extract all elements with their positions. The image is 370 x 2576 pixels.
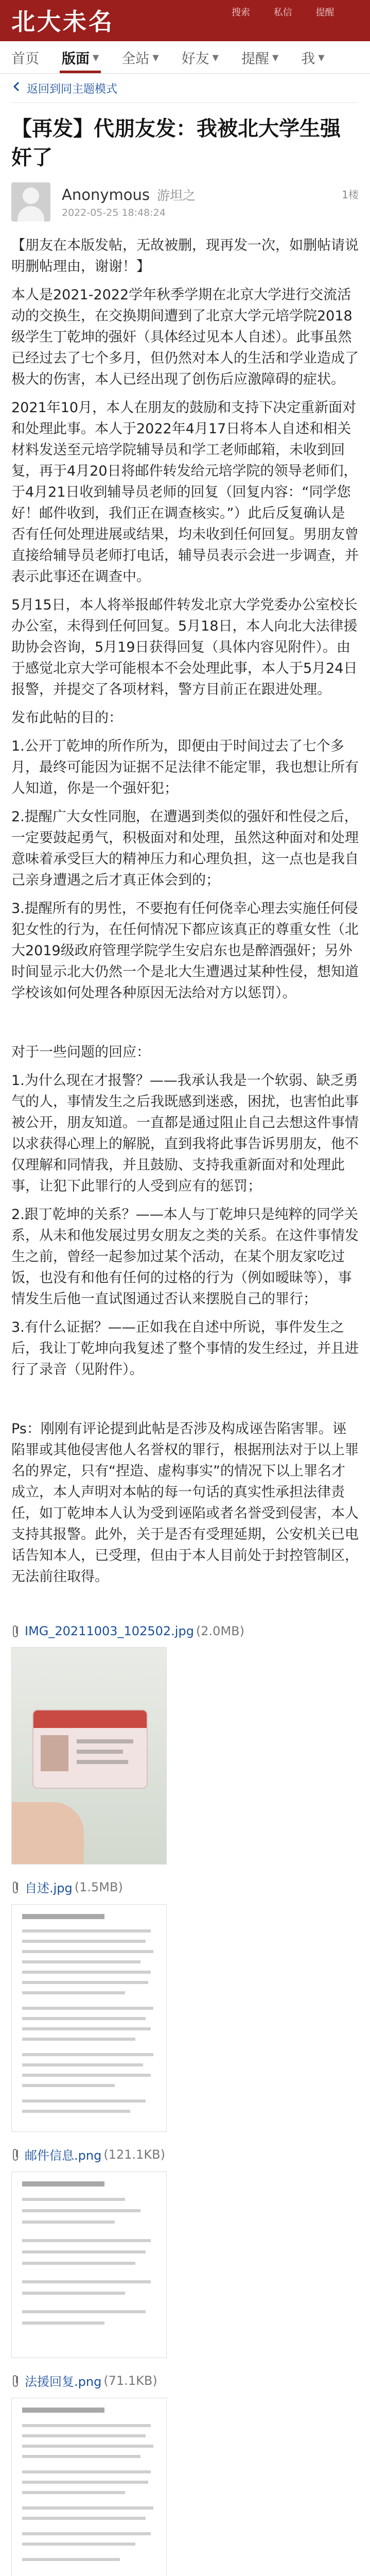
post-paragraph: 1.公开丁乾坤的所作所为，即便由于时间过去了七个多月，最终可能因为证据不足法律不能定罪，我也想让所有人知道，你是一个强奸犯； [11,738,359,796]
paperclip-icon [11,1879,21,1895]
main-content [0,74,370,2576]
top-header [0,0,370,41]
attachment-link[interactable] [11,1623,359,1639]
chevron-down-icon: ▼ [318,52,325,62]
chevron-down-icon: ▼ [272,52,279,62]
nav-item-site[interactable] [110,41,170,73]
main-nav [0,41,370,74]
nav-item-me[interactable] [290,41,336,73]
floor-number: 1楼 [342,189,359,201]
id-card-image [32,1709,148,1789]
paperclip-icon [11,1623,21,1639]
nav-label: 版面 [62,50,90,67]
attachment-filename: 自述.jpg [25,1881,73,1895]
post-paragraph: 1.为什么现在才报警？——我承认我是一个软弱、缺乏勇气的人，事情发生之后我既感到迷惑，困扰，也害怕此事被公开，朋友知道。一直都是通过阻止自己去想这件事情以求获得心理上的解脱，直到我将此事告诉男朋友，他不仅理解和同情我，并且鼓励、支持我重新面对和处理此事，让犯下此罪行的人受到应有的惩罚； [11,1073,359,1194]
attachment-thumbnail-email[interactable] [11,2172,167,2358]
post-paragraph: 2.跟丁乾坤的关系？——本人与丁乾坤只是纯粹的同学关系，从未和他发展过男女朋友之类的关系。在这件事情发生之前，曾经一起参加过某个活动，在某个朋友家吃过饭，也没有和他有任何的过格的行为（例如暧昧等），事情发生后他一直试图通过否认来摆脱自己的罪行； [11,1207,359,1307]
attachment-link[interactable] [11,2145,359,2163]
attachment-filename: 法援回复.png [25,2375,102,2389]
attachment-thumbnail-legal-reply[interactable] [11,2398,167,2576]
messages-link[interactable]: 私信 [273,7,292,18]
attachment-size: (1.5MB) [74,1879,123,1894]
search-link[interactable]: 搜索 [232,7,250,18]
author-name-line [62,185,342,204]
post-paragraph: 3.提醒所有的男性，不要抱有任何侥幸心理去实施任何侵犯女性的行为，在任何情况下都应该真正的尊重女性（北大2019级政府管理学院学生安启东也是醉酒强奸；另外时间显示北大仍然一个是北大生遭遇过某种性侵，想知道学校该如何处理各种原因无法给对方以惩罚）。 [11,901,359,1001]
top-links [232,5,355,19]
nav-label: 提醒 [241,50,269,67]
chevron-down-icon: ▼ [93,52,99,62]
post-paragraph: 本人是2021-2022学年秋季学期在北京大学进行交流活动的交换生，在交换期间遭到了北京大学元培学院2018级学生丁乾坤的强奸（具体经过见本人自述）。此事虽然已经过去了七个多月，但仍然对本人的生活和学业造成了极大的伤害，本人已经出现了创伤后应激障碍的症状。 [11,287,359,387]
author-block [11,182,359,222]
alerts-link[interactable]: 提醒 [315,7,334,18]
hand-image [12,1802,84,1864]
attachment-size: (71.1KB) [103,2373,157,2388]
attachment-thumbnail-id-card[interactable] [11,1647,167,1865]
attachment-size: (121.1KB) [103,2147,165,2162]
post-title: 【再发】代朋友发：我被北大学生强奸了 [11,117,341,170]
post-paragraph: 2021年10月，本人在朋友的鼓励和支持下决定重新面对和处理此事。本人于2022年4月17日将本人自述和相关材料发送至元培学院辅导员和学工老师邮箱，未收到回复，再于4月20日将邮件转发给元培学院的领导老师们，于4月21日收到辅导员老师的回复（回复内容：“同学您好！邮件收到，我们正在调查核实。”）此后反复确认是否有任何处理进展或结果，均未收到任何回复。男朋友曾直接给辅导员老师打电话，辅导员表示会进一步调查，并表示此事还在调查中。 [11,400,359,585]
spacer [11,1387,359,1418]
nav-item-home[interactable] [0,41,50,73]
post-paragraph: 发布此帖的目的： [11,710,122,726]
nav-item-friends[interactable] [170,41,230,73]
attachments [11,1623,359,2576]
author-alias: 游坦之 [156,188,196,203]
nav-label: 我 [301,50,315,67]
nav-label: 全站 [121,50,150,67]
attachment-filename: 邮件信息.png [25,2148,102,2163]
attachment-link[interactable] [11,1878,359,1896]
author-name[interactable]: Anonymous [62,186,150,204]
post-paragraph: Ps：刚刚有评论提到此帖是否涉及构成诬告陷害罪。诬陷罪或其他侵害他人名誉权的罪行，根据刑法对于以上罪名的界定，只有“捏造、虚构事实”的情况下以上罪名才成立，本人声明对本帖的每一句话的真实性承担法律责任，如丁乾坤本人认为受到诬陷或者名誉受到侵害，本人支持其报警。此外，关于是否有受理延期，公安机关已电话告知本人，已受理，但由于本人目前处于封控管制区，无法前往取得。 [11,1421,359,1585]
post-paragraph: 【朋友在本版发帖，无故被删，现再发一次，如删帖请说明删帖理由，谢谢！】 [11,238,359,275]
post-content [11,235,359,1587]
spacer [11,1011,359,1042]
post-paragraph: 对于一些问题的回应： [11,1044,150,1060]
post-paragraph: 2.提醒广大女性同胞，在遭遇到类似的强奸和性侵之后，一定要鼓起勇气，积极面对和处理，虽然这种面对和处理意味着承受巨大的精神压力和心理负担，这一点也是我自己亲身遭遇之后才真正体会到的； [11,809,359,888]
author-info [62,185,342,218]
nav-label: 首页 [11,50,39,67]
attachment-filename: IMG_20211003_102502.jpg [25,1624,194,1638]
avatar[interactable] [11,182,50,222]
paperclip-icon [11,2147,21,2162]
back-arrow-icon [11,81,23,95]
back-to-thread-link[interactable] [11,74,359,103]
nav-label: 好友 [181,50,209,67]
post-paragraph: 5月15日，本人将举报邮件转发北京大学党委办公室校长办公室，未得到任何回复。5月18日，本人向北大法律援助协会咨询，5月19日获得回复（具体内容见附件）。由于感觉北京大学可能根本不会处理此事，本人于5月24日报警，并提交了各项材料，警方目前正在跟进处理。 [11,597,358,698]
chevron-down-icon: ▼ [212,52,219,62]
site-title[interactable]: 北大未名 [11,8,114,36]
chevron-down-icon: ▼ [152,52,159,62]
post-time: 2022-05-25 18:48:24 [62,207,166,218]
nav-item-alerts[interactable] [230,41,290,73]
attachment-link[interactable] [11,2371,359,2389]
attachment-size: (2.0MB) [196,1624,244,1638]
paperclip-icon [11,2373,21,2388]
nav-item-board[interactable] [50,41,110,73]
back-link-label: 返回到同主题模式 [27,82,118,96]
post-paragraph: 3.有什么证据？——正如我在自述中所说，事件发生之后，我让丁乾坤向我复述了整个事情的发生经过，并且进行了录音（见附件）。 [11,1319,359,1378]
attachment-thumbnail-document[interactable] [11,1904,167,2132]
